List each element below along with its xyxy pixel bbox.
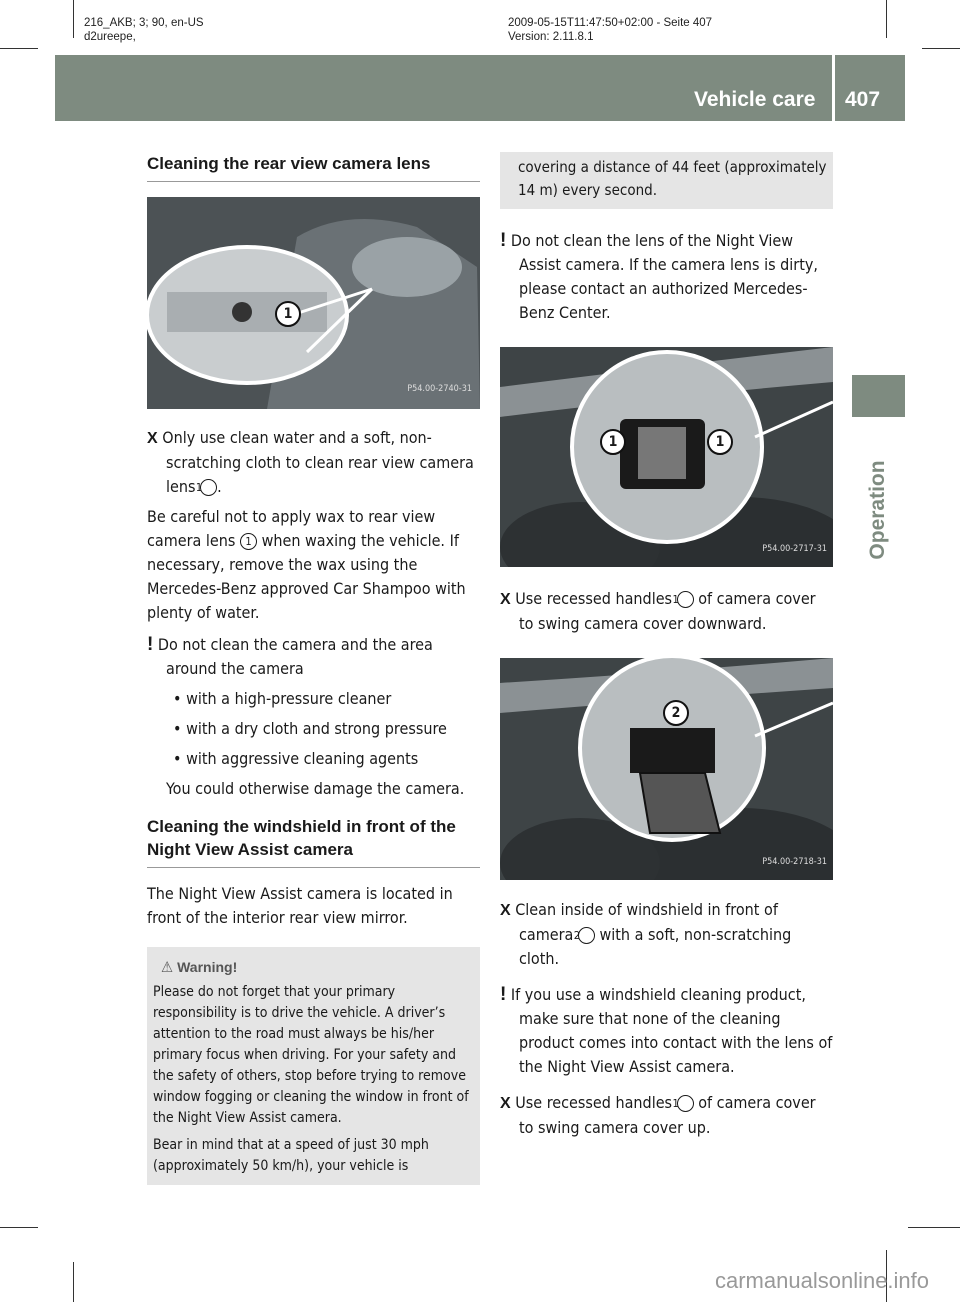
callout-label: 2 [671, 705, 681, 721]
camera-cover-illustration [500, 347, 833, 567]
meta-right-line2: Version: 2.11.8.1 [508, 31, 594, 43]
warning-box [147, 947, 480, 1185]
camera-open-illustration [500, 658, 833, 880]
list-item: • with aggressive cleaning agents [173, 749, 419, 768]
warning-box-continued: covering a distance of 44 feet (approximately 14 m) every second. [500, 152, 833, 209]
step-2 [500, 587, 833, 636]
callout-1-ref: 1 [240, 533, 257, 550]
header-divider [832, 55, 835, 121]
left-column [147, 152, 480, 1185]
right-column [500, 152, 833, 1140]
step-2-text-b: of camera cover to swing camera cover downward. [519, 589, 816, 633]
note-2-text: Do not clean the lens of the Night View Assist camera. If the camera lens is dirty, please contact an authorized Mercedes-Benz Center. [510, 231, 818, 322]
note-1-end: You could otherwise damage the camera. [166, 779, 465, 798]
note-1-text: Do not clean the camera and the area around the camera [157, 635, 433, 678]
warning-header [153, 957, 474, 979]
bullet-text: with a dry cloth and strong pressure [186, 719, 447, 738]
callout-1b [707, 429, 733, 455]
bullet-list [147, 687, 480, 771]
side-label: Operation [866, 460, 889, 560]
crop-mark [73, 1262, 74, 1302]
warning-text: Please do not forget that your primary responsibility is to drive the vehicle. A driver’s attention to the road must always be his/her primary focus when driving. For your safety and the safety of others, stop before trying to remove window fogging or cleaning the window in front of the Night View Assist camera. [153, 984, 469, 1126]
callout-1-ref: 1 [200, 479, 217, 496]
step-arrow-icon: X [500, 902, 511, 919]
image-code-1: P54.00-2740-31 [407, 384, 472, 394]
callout-label: 1 [608, 434, 618, 450]
para-night-view: The Night View Assist camera is located in front of the interior rear view mirror. [147, 884, 453, 927]
exclamation-icon: ! [500, 984, 507, 1005]
callout-1a [600, 429, 626, 455]
watermark: carmanualsonline.info [715, 1268, 930, 1293]
callout-2-ref: 2 [578, 927, 595, 944]
camera-cover-image [500, 347, 833, 567]
section-title-windshield [147, 815, 480, 861]
para-wax [147, 505, 480, 625]
step-1-text: Only use clean water and a soft, non-scratching cloth to clean rear view camera lens [162, 428, 474, 496]
bullet-text: with aggressive cleaning agents [186, 749, 419, 768]
meta-left [84, 16, 204, 44]
callout-1-image [275, 301, 301, 327]
image-code-3: P54.00-2718-31 [762, 857, 827, 867]
step-4-text-b: of camera cover to swing camera cover up. [519, 1093, 816, 1137]
callout-1-ref: 1 [677, 591, 694, 608]
step-4 [500, 1091, 833, 1140]
warning-text-2: Bear in mind that at a speed of just 30 mph (approximately 50 km/h), your vehicle is [153, 1137, 429, 1174]
section-title-rear-camera: Cleaning the rear view camera lens [147, 154, 431, 173]
section-rule [147, 181, 480, 182]
list-item: • with a dry cloth and strong pressure [173, 719, 447, 738]
note-3-text: If you use a windshield cleaning product, make sure that none of the cleaning product comes into contact with the lens of the Night View Assist camera. [510, 985, 833, 1076]
section-title-line: Cleaning the windshield in front of the [147, 817, 456, 836]
callout-2-image [663, 700, 689, 726]
crop-mark [886, 0, 887, 38]
section-title-line: Night View Assist camera [147, 840, 353, 859]
exclamation-icon: ! [500, 230, 507, 251]
step-4-text: Use recessed handles [515, 1093, 673, 1112]
section-rule [147, 867, 480, 868]
step-3-text: Clean inside of windshield in front of camera [515, 900, 778, 944]
crop-mark [0, 1227, 38, 1228]
step-arrow-icon: X [500, 591, 511, 608]
callout-1-ref: 1 [677, 1095, 694, 1112]
camera-open-image [500, 658, 833, 880]
bullet-text: with a high-pressure cleaner [186, 689, 392, 708]
note-1 [147, 633, 480, 681]
side-tab [852, 375, 905, 417]
meta-left-line1: 216_AKB; 3; 90, en-US [84, 17, 204, 29]
note-2 [500, 229, 833, 325]
crop-mark [922, 48, 960, 49]
warning-title: Warning! [177, 959, 238, 975]
header-title: Vehicle care [694, 88, 816, 111]
para-wax-text-b: when waxing the vehicle. If necessary, remove the wax using the Mercedes-Benz approved Car Shampoo with plenty of water. [147, 531, 466, 622]
page-number: 407 [845, 88, 881, 111]
image-code-2: P54.00-2717-31 [762, 544, 827, 554]
exclamation-icon: ! [147, 634, 154, 655]
crop-mark [908, 1227, 960, 1228]
meta-right [508, 16, 712, 44]
meta-left-line2: d2ureepe, [84, 31, 136, 43]
note-3 [500, 983, 833, 1079]
warning-triangle-icon: ⚠ [161, 958, 174, 976]
callout-1-label: 1 [283, 306, 293, 322]
crop-mark [0, 48, 38, 49]
step-3 [500, 898, 833, 971]
callout-label: 1 [715, 434, 725, 450]
step-2-text: Use recessed handles [515, 589, 673, 608]
step-3-text-b: with a soft, non-scratching cloth. [519, 925, 792, 968]
meta-right-line1: 2009-05-15T11:47:50+02:00 - Seite 407 [508, 17, 713, 29]
list-item: • with a high-pressure cleaner [173, 689, 392, 708]
crop-mark [73, 0, 74, 38]
step-1: X Only use clean water and a soft, non-scratching cloth to clean rear view camera lens 1 . [147, 428, 474, 496]
step-arrow-icon: X [500, 1095, 511, 1112]
rear-camera-image [147, 197, 480, 409]
step-arrow-icon: X [147, 430, 158, 447]
para-wax-text: Be careful not to apply wax to rear view camera lens [147, 507, 436, 550]
